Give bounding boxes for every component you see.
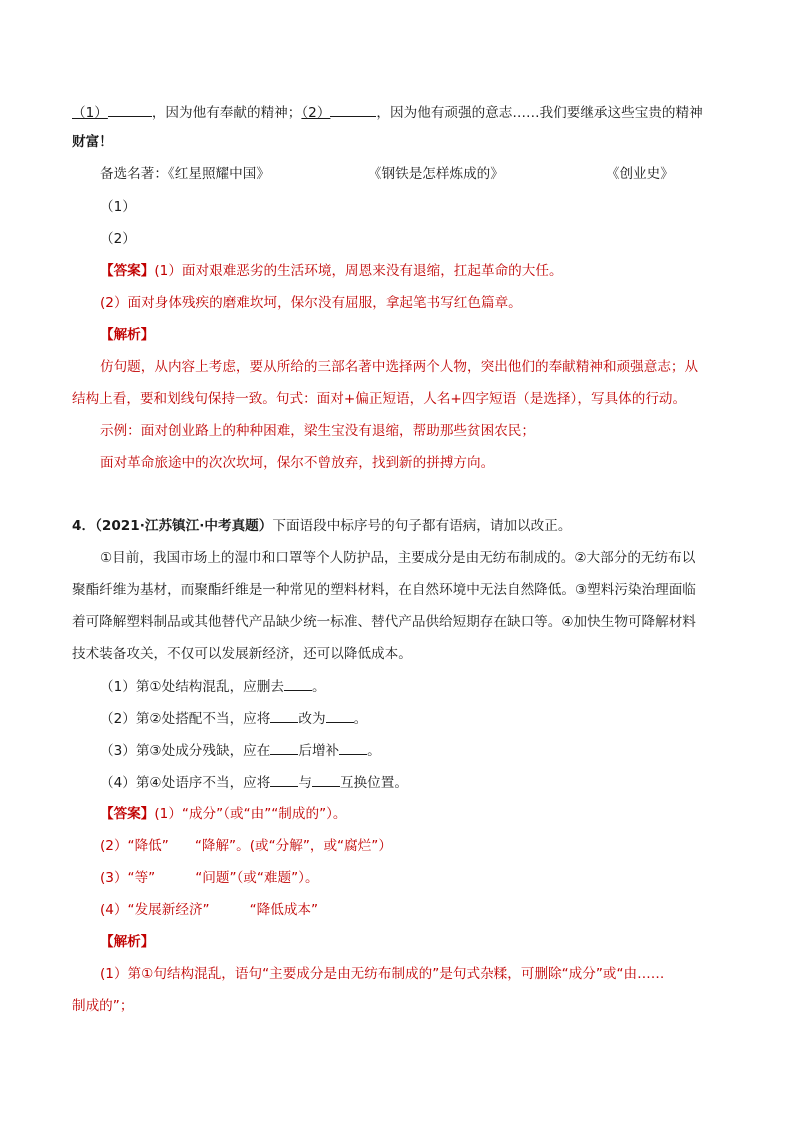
fill-blank[interactable]: [312, 772, 340, 787]
q4-analysis-1: (1）第①句结构混乱，语句“主要成分是由无纺布制成的”是句式杂糅，可删除“成分”或“由……: [100, 966, 665, 982]
q4-subquestion-1: （1）第①处结构混乱，应删去 。: [100, 676, 724, 697]
q4-subquestion-4: （4）第④处语序不当，应将 与 互换位置。: [100, 772, 724, 793]
q3-example-1: 示例：面对创业路上的种种困难，梁生宝没有退缩，帮助那些贫困农民；: [100, 423, 535, 439]
q4-analysis-2: 制成的”；: [72, 998, 134, 1014]
book-options: 备选名著：《红星照耀中国》 《钢铁是怎样炼成的》 《创业史》: [100, 166, 674, 182]
answer-tag: 【答案】: [100, 806, 155, 822]
answer-blank-1: （1）: [100, 199, 136, 215]
q4-heading: [72, 516, 724, 536]
book-option-1: 《红星照耀中国》: [167, 166, 270, 182]
blank-label-1: （1）: [72, 105, 108, 121]
q3-answer-1: 【答案】(1）面对艰难恶劣的生活环境，周恩来没有退缩，扛起革命的大任。: [100, 263, 563, 279]
fill-blank[interactable]: [270, 772, 298, 787]
q3-example-2: 面对革命旅途中的次次坎坷，保尔不曾放弃，找到新的拼搏方向。: [100, 455, 495, 471]
blank-label-2: （2）: [301, 105, 331, 121]
q3-prompt-line-2: 财富！: [72, 134, 113, 150]
book-option-2: 《钢铁是怎样炼成的》: [367, 166, 504, 182]
fill-blank[interactable]: [284, 676, 312, 691]
q4-passage-3: 着可降解塑料制品或其他替代产品缺少统一标准、替代产品供给短期存在缺口等。④加快生物可降解材料: [72, 614, 696, 630]
fill-blank[interactable]: [270, 740, 298, 755]
fill-blank[interactable]: [326, 708, 354, 723]
question-number: 4．: [72, 518, 96, 534]
analysis-tag: 【解析】: [100, 934, 155, 950]
q4-answer-2: (2）“降低” “降解”。(或“分解”，或“腐烂”）: [100, 838, 392, 854]
q4-passage-2: 聚酯纤维为基材，而聚酯纤维是一种常见的塑料材料，在自然环境中无法自然降低。③塑料污染治理面临: [72, 582, 696, 598]
fill-blank-1[interactable]: [108, 102, 152, 117]
answer-blank-2: （2）: [100, 231, 136, 247]
fill-blank[interactable]: [270, 708, 298, 723]
q3-answer-2: (2）面对身体残疾的磨难坎坷，保尔没有屈服，拿起笔书写红色篇章。: [100, 295, 522, 311]
q4-subquestion-3: （3）第③处成分残缺，应在 后增补 。: [100, 740, 724, 761]
answer-tag: 【答案】: [100, 263, 155, 279]
q3-prompt-line-1: （1） ，因为他有奉献的精神；（2） ，因为他有顽强的意志……我们要继承这些宝贵的精神: [72, 102, 724, 123]
fill-blank[interactable]: [339, 740, 367, 755]
q3-analysis-1: 仿句题，从内容上考虑，要从所给的三部名著中选择两个人物，突出他们的奉献精神和顽强意志；从: [100, 359, 699, 375]
analysis-tag: 【解析】: [100, 327, 155, 343]
q3-analysis-2: 结构上看，要和划线句保持一致。句式：面对+偏正短语，人名+四字短语（是选择），写具体的行动。: [72, 391, 687, 407]
q4-subquestion-2: （2）第②处搭配不当，应将 改为 。: [100, 708, 724, 729]
book-option-3: 《创业史》: [605, 166, 674, 182]
question-source: （2021·江苏镇江·中考真题）: [95, 518, 273, 534]
q4-answer-1: 【答案】(1）“成分”（或“由”“制成的”）。: [100, 806, 347, 822]
question-prompt: 下面语段中标序号的句子都有语病，请加以改正。: [272, 518, 572, 534]
q4-answer-3: (3）“等” “问题”（或“难题”）。: [100, 870, 319, 886]
q4-answer-4: (4）“发展新经济” “降低成本”: [100, 902, 319, 918]
fill-blank-2[interactable]: [330, 102, 376, 117]
q4-passage-4: 技术装备攻关，不仅可以发展新经济，还可以降低成本。: [72, 646, 412, 662]
q4-passage-1: ①目前，我国市场上的湿巾和口罩等个人防护品，主要成分是由无纺布制成的。②大部分的无纺布以: [100, 550, 696, 566]
